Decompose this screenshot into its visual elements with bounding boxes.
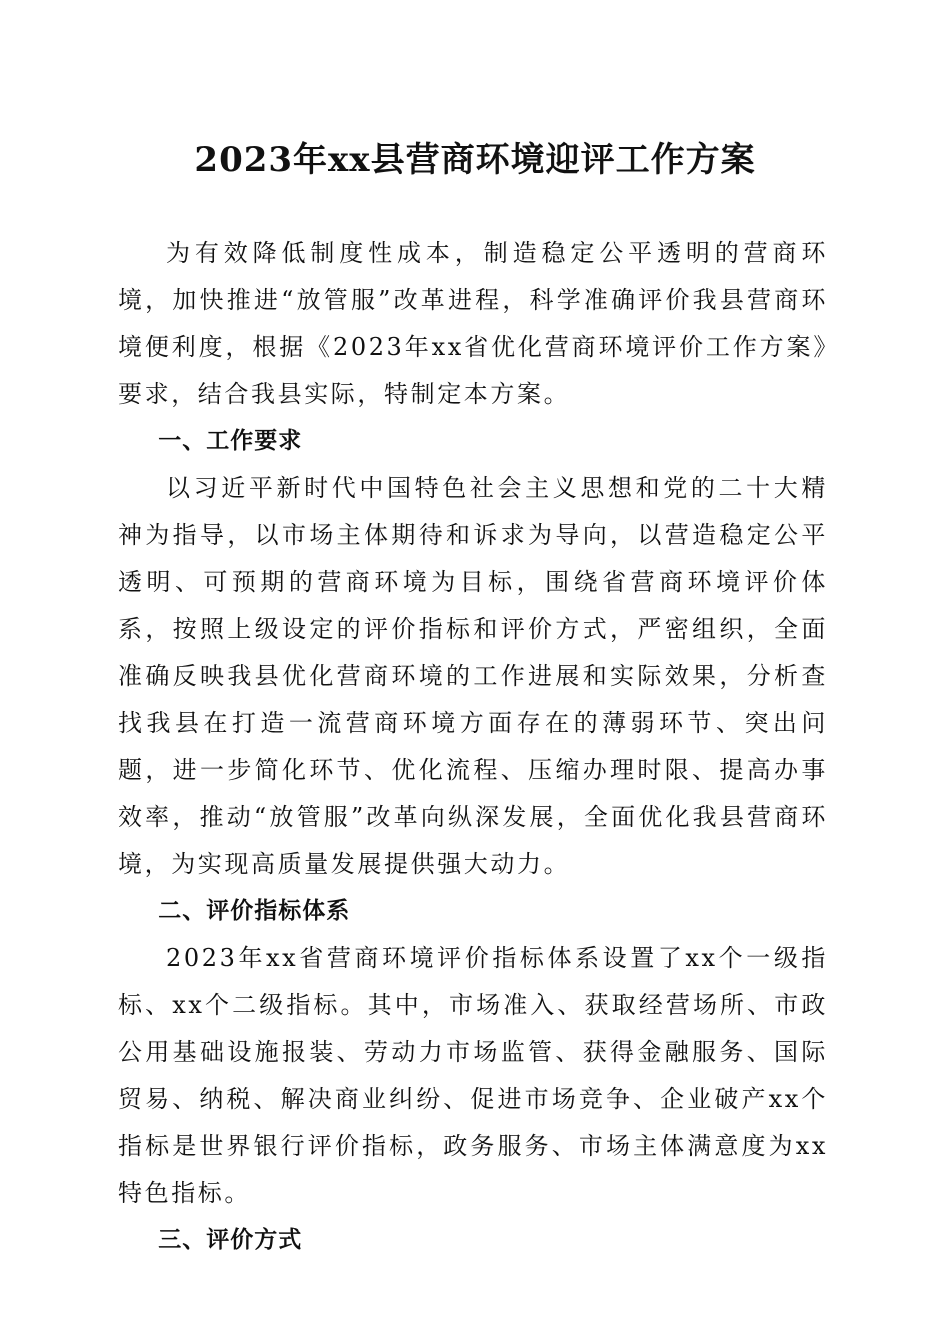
section-body-indicator-system: 2023年xx省营商环境评价指标体系设置了xx个一级指标、xx个二级指标。其中，市场准入、获取经营场所、市政公用基础设施报装、劳动力市场监管、获得金融服务、国际贸易、纳税、解决商业纠纷、促进市场竞争、企业破产xx个指标是世界银行评价指标，政务服务、市场主体满意度为xx特色指标。 bbox=[118, 944, 828, 1207]
document-title: 2023年xx县营商环境迎评工作方案 bbox=[194, 140, 756, 180]
section-heading-indicator-system: 二、评价指标体系 bbox=[158, 898, 351, 924]
document-body bbox=[118, 230, 828, 1264]
section-heading-requirements: 一、工作要求 bbox=[158, 428, 303, 454]
section-heading-evaluation-method: 三、评价方式 bbox=[158, 1227, 303, 1253]
intro-paragraph: 为有效降低制度性成本，制造稳定公平透明的营商环境，加快推进“放管服”改革进程，科学准确评价我县营商环境便利度，根据《2023年xx省优化营商环境评价工作方案》要求，结合我县实际，特制定本方案。 bbox=[118, 239, 828, 408]
section-body-requirements: 以习近平新时代中国特色社会主义思想和党的二十大精神为指导，以市场主体期待和诉求为导向，以营造稳定公平透明、可预期的营商环境为目标，围绕省营商环境评价体系，按照上级设定的评价指标和评价方式，严密组织，全面准确反映我县优化营商环境的工作进展和实际效果，分析查找我县在打造一流营商环境方面存在的薄弱环节、突出问题，进一步简化环节、优化流程、压缩办理时限、提高办事效率，推动“放管服”改革向纵深发展，全面优化我县营商环境，为实现高质量发展提供强大动力。 bbox=[118, 474, 828, 878]
